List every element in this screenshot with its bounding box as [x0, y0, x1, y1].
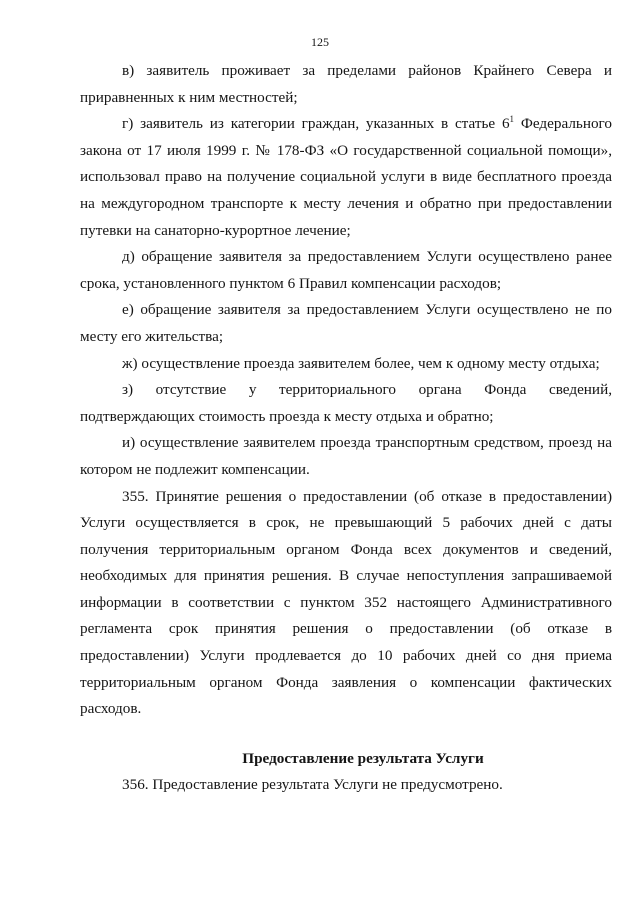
document-body: [80, 58, 612, 799]
paragraph-z: з) отсутствие у территориального органа Фонда сведений, подтверждающих стоимость проезда к месту отдыха и обратно;: [80, 381, 612, 425]
paragraph-d: д) обращение заявителя за предоставлением Услуги осуществлено ранее срока, установленного пунктом 6 Правил компенсации расходов;: [80, 248, 612, 292]
paragraph-e: е) обращение заявителя за предоставлением Услуги осуществлено не по месту его жительства;: [80, 301, 612, 345]
paragraph-zh: ж) осуществление проезда заявителем более, чем к одному месту отдыха;: [122, 354, 600, 372]
section-heading: Предоставление результата Услуги: [242, 749, 484, 767]
paragraph-g-start: г) заявитель из категории граждан, указанных в статье 6: [122, 115, 510, 133]
page-number: 125: [311, 35, 329, 49]
paragraph-g-end: Федерального закона от 17 июля 1999 г. № 178-ФЗ «О государственной социальной помощи», использовал право на получение социальной услуги в виде бесплатного проезда на междугородном транспорте к месту лечения и обратно при предоставлении путевки на санаторно-курортное лечение;: [80, 115, 612, 239]
paragraph-g: [80, 111, 612, 244]
paragraph-v: в) заявитель проживает за пределами районов Крайнего Севера и приравненных к ним местностей;: [80, 62, 612, 106]
paragraph-355: 355. Принятие решения о предоставлении (об отказе в предоставлении) Услуги осуществляется в срок, не превышающий 5 рабочих дней с даты получения территориальным органом Фонда всех документов и сведений, необходимых для принятия решения. В случае непоступления запрашиваемой информации в соответствии с пунктом 352 настоящего Административного регламента срок принятия решения о предоставлении (об отказе в предоставлении) Услуги продлевается до 10 рабочих дней со дня приема территориальным органом Фонда заявления о компенсации фактических расходов.: [80, 487, 612, 718]
paragraph-g-superscript: 1: [509, 114, 515, 125]
paragraph-i: и) осуществление заявителем проезда транспортным средством, проезд на котором не подлежит компенсации.: [80, 434, 612, 478]
paragraph-356: 356. Предоставление результата Услуги не предусмотрено.: [122, 776, 503, 794]
